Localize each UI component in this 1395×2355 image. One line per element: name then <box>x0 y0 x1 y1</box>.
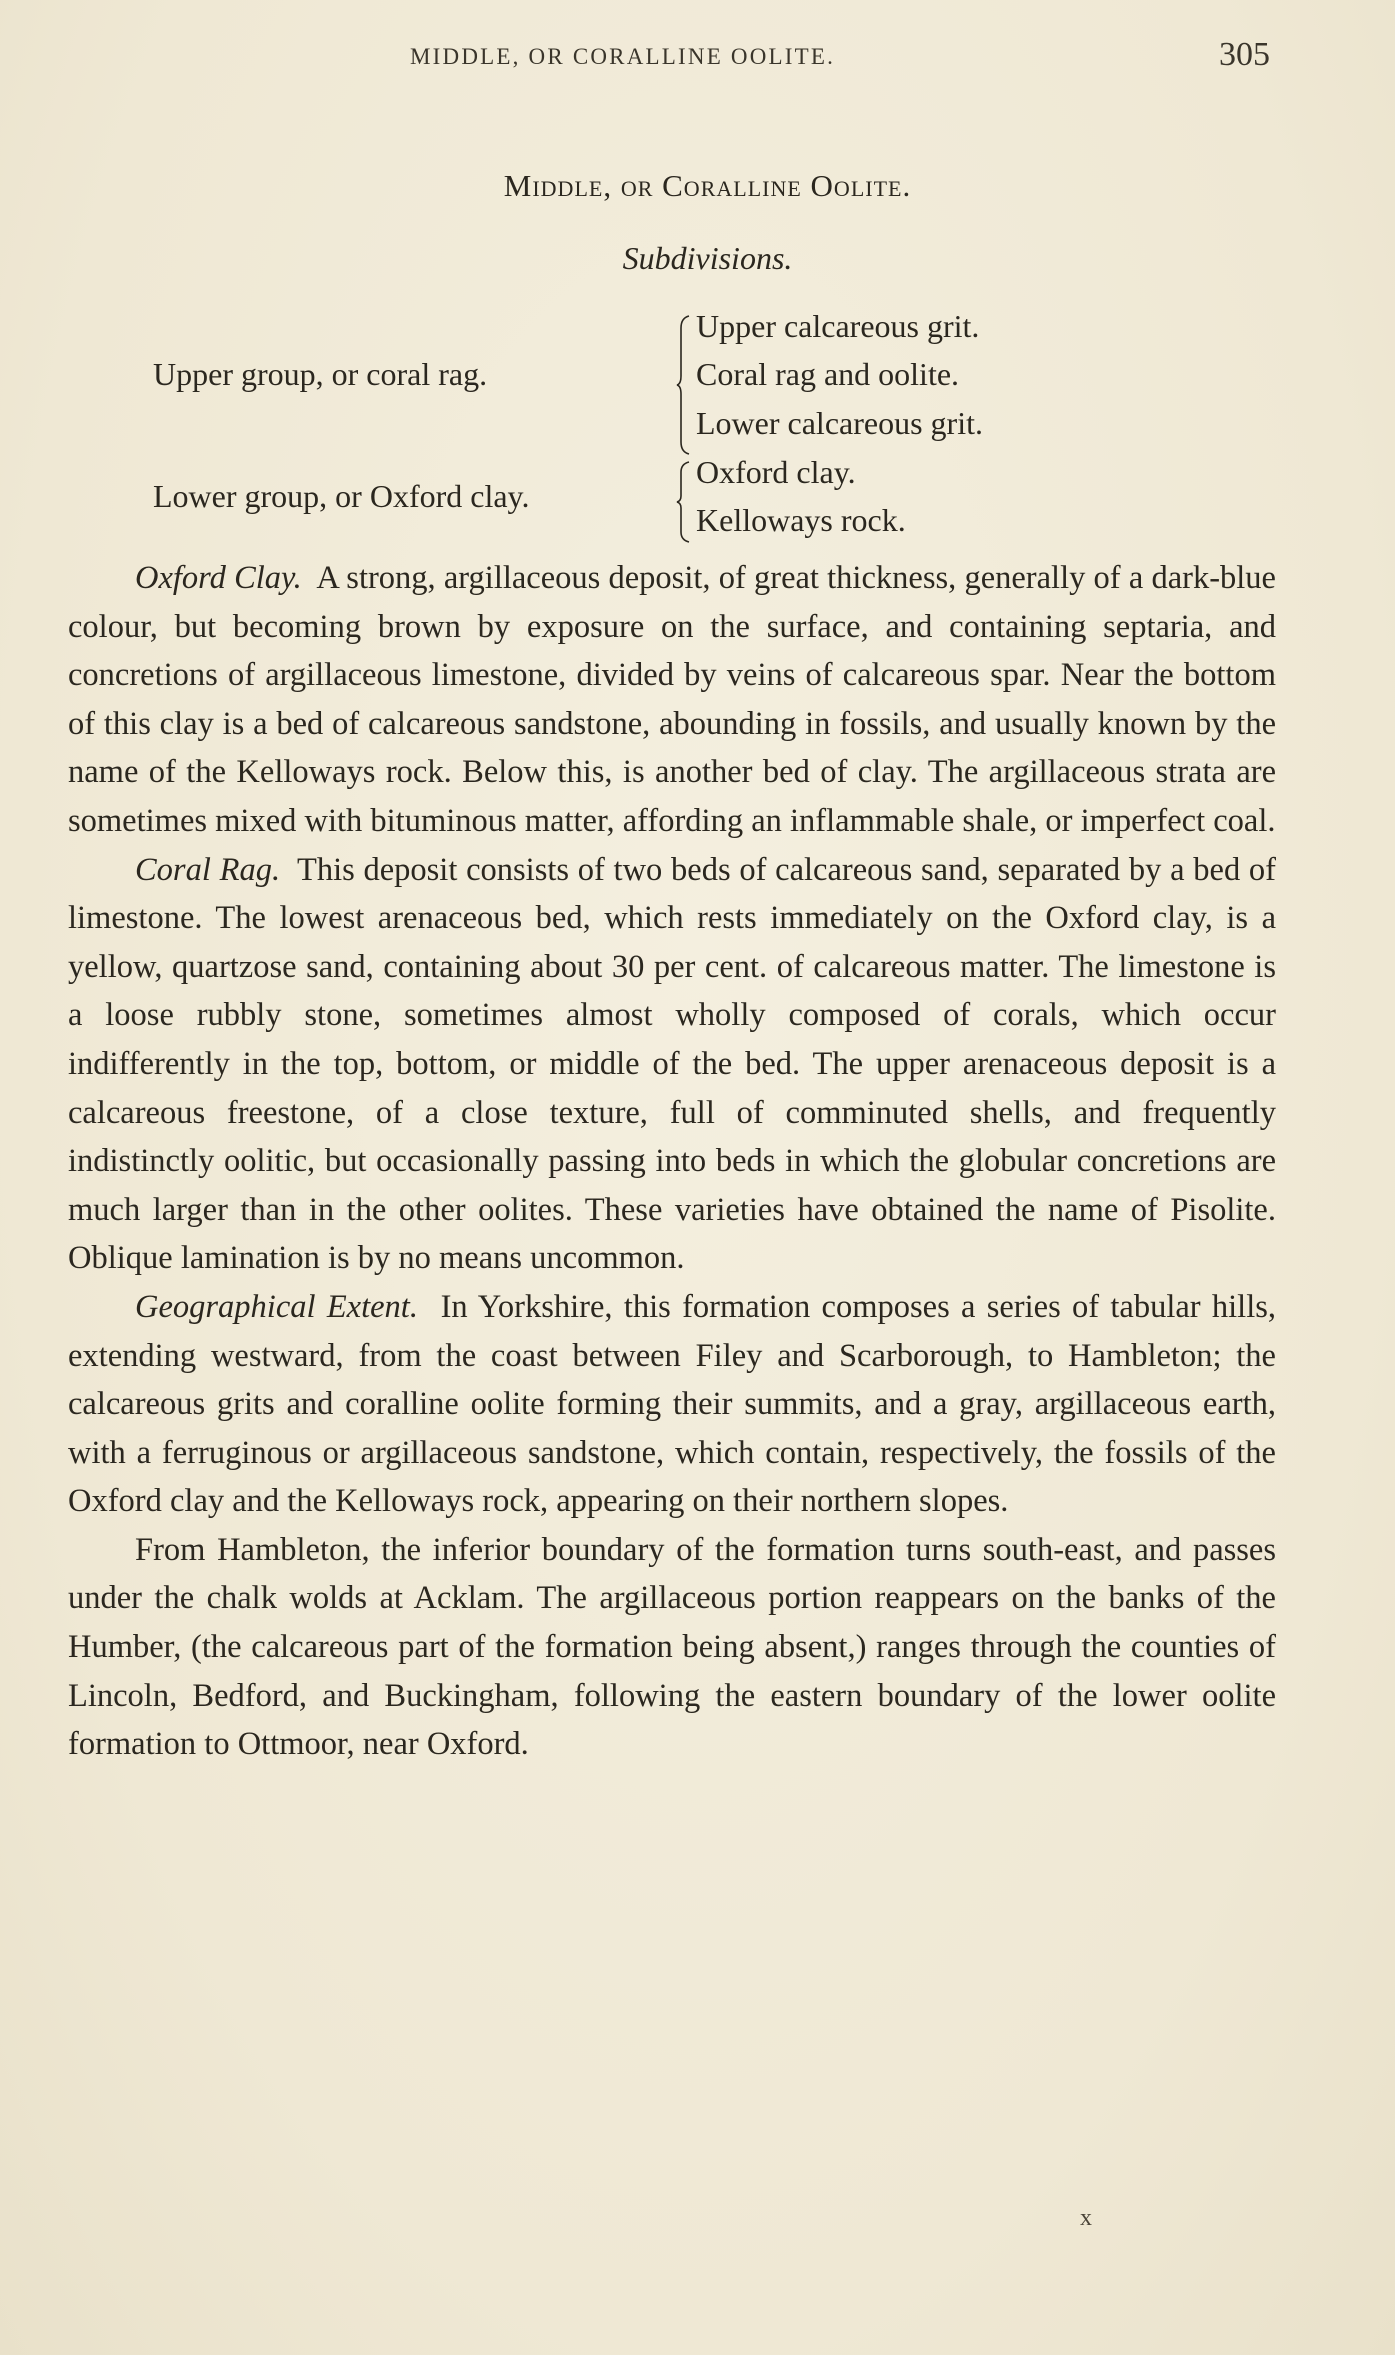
running-head: MIDDLE, OR CORALLINE OOLITE. <box>410 44 836 69</box>
subdivision-item: Coral rag and oolite. <box>696 356 960 392</box>
subdivision-item: Lower calcareous grit. <box>696 405 983 441</box>
paragraph-text: A strong, argillaceous deposit, of great thickness, generally of a dark-blue colour, but becoming brown by exposure on the surface, and containing septaria, and concretions of argillaceous limestone, divided by veins of calcareous spar. Near the bottom of this clay is a bed of calcareous sandstone, abounding in fossils, and usually known by the name of the Kelloways rock. Below this, is another bed of clay. The argillaceous strata are sometimes mixed with bituminous matter, affording an inflammable shale, or imperfect coal. <box>68 560 1276 839</box>
paragraph-oxford-clay <box>68 554 1276 846</box>
paragraph-geographical-extent <box>68 1283 1276 1526</box>
subdivision-item: Kelloways rock. <box>696 502 906 538</box>
paragraph-lead: Coral Rag. <box>135 851 281 888</box>
subdivision-item: Upper calcareous grit. <box>696 308 980 344</box>
group-label: Lower group, or Oxford clay. <box>153 478 530 514</box>
subdivision-item: Oxford clay. <box>696 454 856 490</box>
subdivisions-heading: Subdivisions. <box>622 240 793 276</box>
brace-icon <box>676 460 690 544</box>
paragraph-coral-rag <box>68 846 1276 1283</box>
paragraph-text: From Hambleton, the inferior boundary of the formation turns south-east, and passes under the chalk wolds at Acklam. The argillaceous portion reappears on the banks of the Humber, (the calcareous part of the formation being absent,) ranges through the counties of Lincoln, Bedford, and Buckingham, following the eastern boundary of the lower oolite formation to Ottmoor, near Oxford. <box>68 1531 1276 1763</box>
paragraph-hambleton <box>68 1526 1276 1769</box>
body-text <box>68 554 1276 1769</box>
page-number: 305 <box>1219 36 1270 73</box>
paragraph-text: This deposit consists of two beds of calcareous sand, separated by a bed of limestone. The lowest arenaceous bed, which rests immediately on the Oxford clay, is a yellow, quartzose sand, containing about 30 per cent. of calcareous matter. The limestone is a loose rubbly stone, sometimes almost wholly composed of corals, which occur indifferently in the top, bottom, or middle of the bed. The upper arenaceous deposit is a calcareous freestone, of a close texture, full of comminuted shells, and frequently indistinctly oolitic, but occasionally passing into beds in which the globular concretions are much larger than in the other oolites. These varieties have obtained the name of Pisolite. Oblique lamination is by no means uncommon. <box>68 851 1276 1277</box>
signature-mark: x <box>1080 2205 1092 2231</box>
brace-icon <box>676 314 690 456</box>
section-title: Middle, or Coralline Oolite. <box>503 168 912 203</box>
paragraph-lead: Oxford Clay. <box>135 560 302 596</box>
group-label: Upper group, or coral rag. <box>153 356 488 392</box>
paragraph-lead: Geographical Extent. <box>135 1288 418 1325</box>
paragraph-text: In Yorkshire, this formation composes a series of tabular hills, extending westward, from the coast between Filey and Scarborough, to Hambleton; the calcareous grits and coralline oolite forming their summits, and a gray, argillaceous earth, with a ferruginous or argillaceous sandstone, which contain, respectively, the fossils of the Oxford clay and the Kelloways rock, appearing on their northern slopes. <box>68 1288 1277 1520</box>
